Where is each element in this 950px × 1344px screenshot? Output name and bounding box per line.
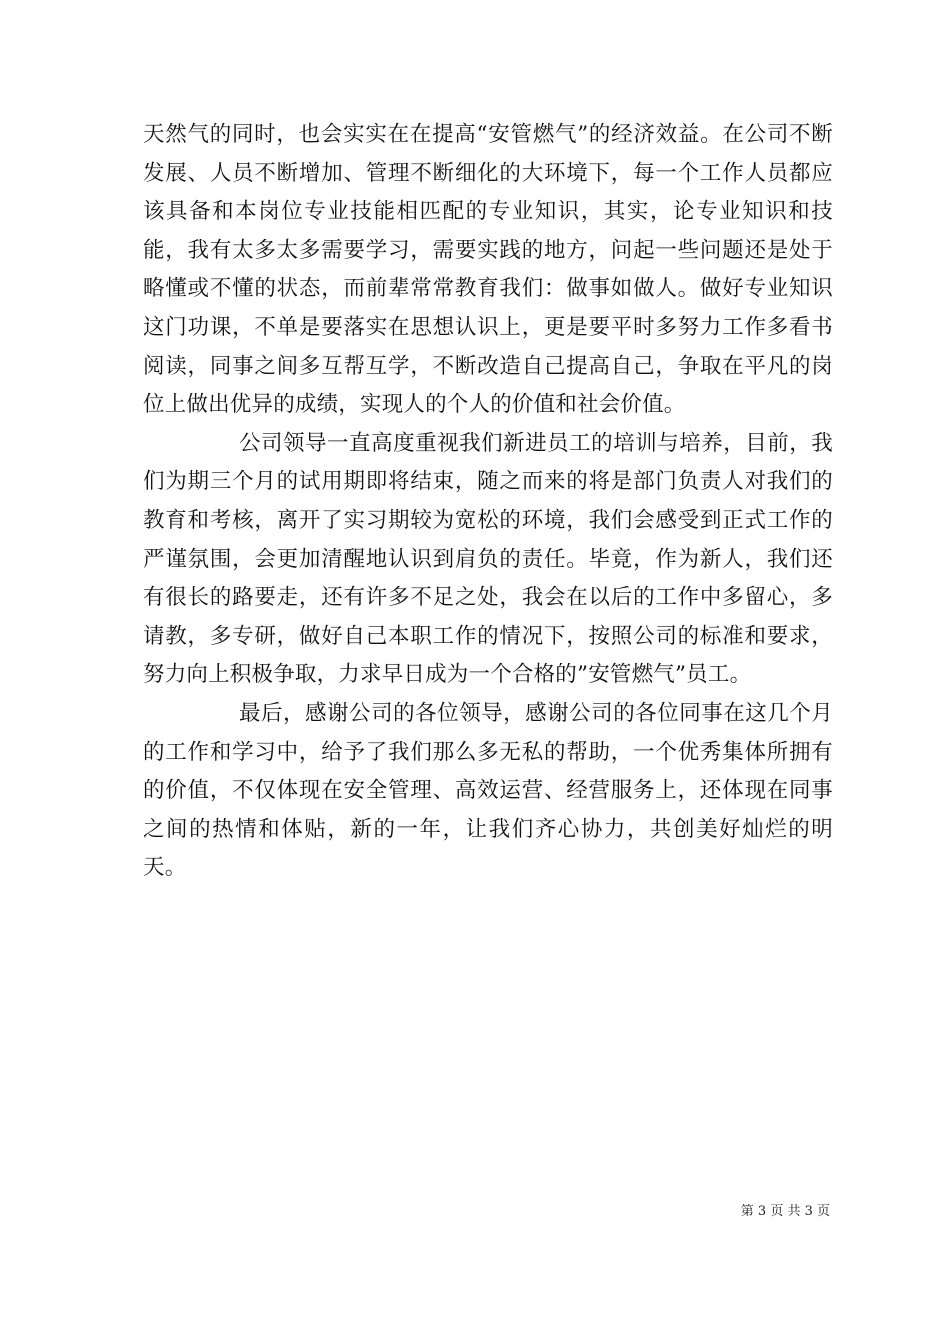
paragraph-3: 最后，感谢公司的各位领导，感谢公司的各位同事在这几个月的工作和学习中，给予了我们那么多无私的帮助，一个优秀集体所拥有的价值，不仅体现在安全管理、高效运营、经营服务上，还体现在同事之间的热情和体贴，新的一年，让我们齐心协力，共创美好灿烂的明天。 <box>143 700 833 881</box>
page-number-footer: 第 3 页 共 3 页 <box>740 1204 830 1219</box>
paragraph-2: 公司领导一直高度重视我们新进员工的培训与培养，目前，我们为期三个月的试用期即将结束，随之而来的将是部门负责人对我们的教育和考核，离开了实习期较为宽松的环境，我们会感受到正式工作的严谨氛围，会更加清醒地认识到肩负的责任。毕竟，作为新人，我们还有很长的路要走，还有许多不足之处，我会在以后的工作中多留心，多请教，多专研，做好自己本职工作的情况下，按照公司的标准和要求，努力向上积极争取，力求早日成为一个合格的”安管燃气”员工。 <box>143 430 833 688</box>
document-body <box>143 116 833 888</box>
paragraph-1: 天然气的同时，也会实实在在提高“安管燃气”的经济效益。在公司不断发展、人员不断增加、管理不断细化的大环境下，每一个工作人员都应该具备和本岗位专业技能相匹配的专业知识，其实，论专业知识和技能，我有太多太多需要学习，需要实践的地方，问起一些问题还是处于略懂或不懂的状态，而前辈常常教育我们：做事如做人。做好专业知识这门功课，不单是要落实在思想认识上，更是要平时多努力工作多看书阅读，同事之间多互帮互学，不断改造自己提高自己，争取在平凡的岗位上做出优异的成绩，实现人的个人的价值和社会价值。 <box>143 122 833 418</box>
